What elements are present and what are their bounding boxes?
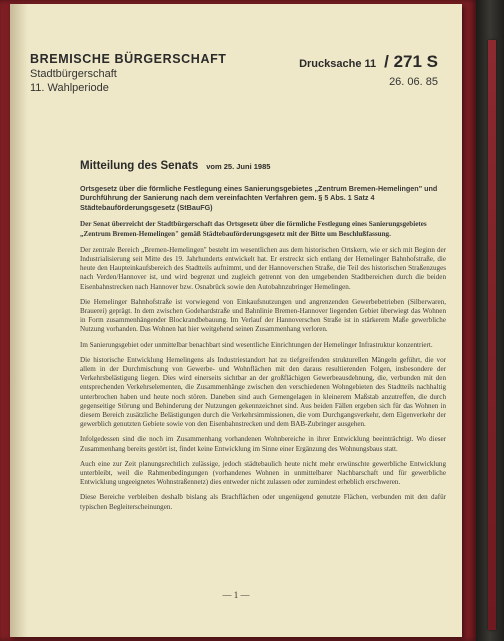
intro-paragraph: Der Senat überreicht der Stadtbürgerschaft das Ortsgesetz über die förmliche Festlegung eines Sanierungsgebietes „Zentrum Bremen-Hemelingen" gemäß Städtebauförderungsgesetz mit der Bitte um Beschlußfassung. <box>80 220 427 238</box>
document-title: Mitteilung des Senats <box>80 160 199 172</box>
subject-line: Ortsgesetz über die förmliche Festlegung eines Sanierungsgebietes „Zentrum Bremen-Hemelingen" und Durchführung der Sanierung nach dem vereinfachten Verfahren gem. § 5 Abs. 1 Satz 4 Städtebauförderungsgesetz (StBauFG) <box>80 184 438 212</box>
document-page <box>10 4 462 637</box>
body-paragraph: Auch eine zur Zeit planungsrechtlich zulässige, jedoch städtebaulich heute nicht mehr erwünschte gewerbliche Entwicklung unterbleibt, weil die Rahmenbedingungen (vorhandenes Wohnen in unmittelbarer Nachbarschaft und für gewerbliche Entwicklung ungeeignetes Wohnstraßennetz) dies entweder nicht zulassen oder zumindest erheblich erschweren. <box>80 459 446 487</box>
binder-tab-strip <box>488 40 496 630</box>
drucksache-date: 26. 06. 85 <box>389 76 438 88</box>
document-body <box>80 184 446 518</box>
organization-name: BREMISCHE BÜRGERSCHAFT <box>30 52 227 66</box>
drucksache-number: / 271 S <box>384 52 438 71</box>
document-title-row <box>80 156 270 174</box>
page-binding-shadow <box>10 4 28 637</box>
body-paragraph: Der zentrale Bereich „Bremen-Hemelingen" besteht im wesentlichen aus dem historischen Ortskern, wie er sich mit Beginn der Industrialisierung seit Mitte des 19. Jahrhunderts entwickelt hat. Er erstreckt sich entlang der Hemelinger Bahnhofstraße, die heute den Haupteinkaufsbereich des Stadtteils aufnimmt, und der Hannoverschen Straße, die Teil des historischen Straßenzuges nach Verden/Hannover ist, und wird begrenzt und zugleich getrennt von den umgebenden Stadtbereichen durch die beiden Eisenbahnstrecken nach Hannover bzw. Osnabrück sowie den Autobahnzubringer Hemelingen. <box>80 245 446 291</box>
body-paragraph: Im Sanierungsgebiet oder unmittelbar benachbart sind wesentliche Einrichtungen der Hemelinger Infrastruktur konzentriert. <box>80 340 433 349</box>
drucksache-label: Drucksache 11 <box>299 58 377 70</box>
body-paragraph: Die historische Entwicklung Hemelingens als Industriestandort hat zu tiefgreifenden strukturellen Mängeln geführt, die vor allem in der Durchmischung von Gewerbe- und Wohnflächen mit den daraus resultierenden Folgen, insbesondere der Verkehrsbelästigung liegen. Dies wird einerseits sichtbar an der großflächigen Gewerbeausdehnung, die, verbunden mit den entsprechenden Verkehrselementen, die Zusammenhänge zwischen den verschiedenen Wohngebieten des Stadtteils nachhaltig unterbrochen haben und heute noch stören. Daneben sind auch Gemengelagen in kleinerem Maßstab anzutreffen, die durch gegenseitige Störung und Behinderung der Nutzungen gekennzeichnet sind. Aus beiden Fällen ergeben sich für das Wohnen in diesem Bereich zusätzliche Belästigungen durch die Verkehrsimmissionen, die vom Durchgangsverkehr, dem Eigenverkehr der gewerblich genutzten Gebiete sowie von den Eisenbahnstrecken und dem BAB-Zubringer ausgehen. <box>80 355 446 429</box>
body-paragraph: Die Hemelinger Bahnhofstraße ist vorwiegend von Einkaufsnutzungen und angrenzenden Gewerbebetrieben (Silberwaren, Brauerei) geprägt. In dem zwischen Godehardstraße und Bahnlinie Bremen-Hannover liegenden Gebiet überwiegt das Wohnen in Form zusammenhängender Blockrandbebauung. Im Verlauf der Hannoverschen Straße ist in stärkerem Maße gewerbliche Nutzung vorhanden. Das Wohnen hat hier weitgehend seinen Zusammenhang verloren. <box>80 297 446 334</box>
body-paragraph: Infolgedessen sind die noch im Zusammenhang vorhandenen Wohnbereiche in ihrer Entwicklung beeinträchtigt. Wo dieser Zusammenhang bereits gestört ist, findet keine Entwicklung im Sinne einer Ergänzung des Wohnungsbaus statt. <box>80 435 446 453</box>
chamber-name: Stadtbürgerschaft <box>30 68 117 80</box>
legislative-period: 11. Wahlperiode <box>30 82 109 94</box>
drucksache-block <box>299 52 438 88</box>
page-number: — 1 — <box>222 590 250 600</box>
document-header <box>30 52 450 94</box>
document-title-date: vom 25. Juni 1985 <box>206 162 271 171</box>
body-paragraph: Diese Bereiche verbleiben deshalb bislang als Brachflächen oder ungenügend genutzte Flächen, verbunden mit den dafür typischen Begleiterscheinungen. <box>80 493 446 511</box>
